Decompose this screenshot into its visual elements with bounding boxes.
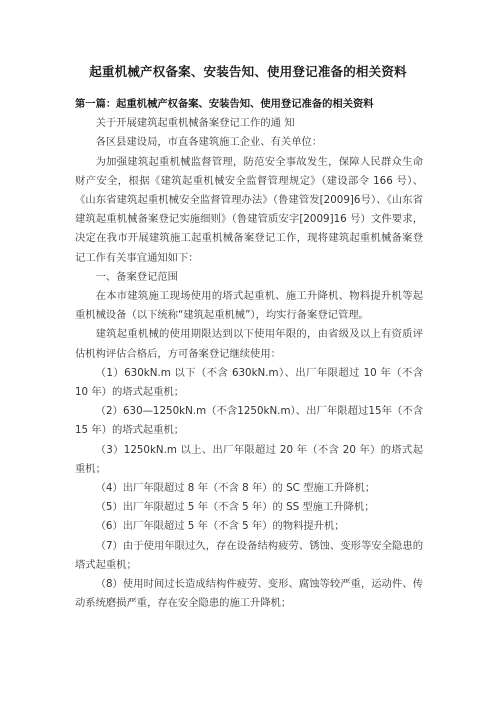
list-item: （5）出厂年限超过 5 年（不含 5 年）的 SS 型施工升降机；	[95, 501, 375, 514]
intro-paragraph: 为加强建筑起重机械监督管理，防范安全事故发生，保障人民群众生命财产安全，根据《建筑起重机械安全监督管理规定》（建设部令 166 号）、《山东省建筑起重机械安全监督管理办法》（鲁建管发[2009]6号）、《山东省建筑起重机械备案登记实施细则》（鲁建管质安字[2009]16 号）文件要求，决定在我市开展建筑施工起重机械备案登记工作，现将建筑起重机械备案登记工作有关事宜通知如下：	[75, 155, 423, 264]
list-item: （6）出厂年限超过 5 年（不含 5 年）的物料提升机；	[95, 520, 345, 533]
subheading-scope: 一、备案登记范围	[95, 270, 178, 283]
list-item: （2）630—1250kN.m（不含1250kN.m）、出厂年限超过15年（不含 15 年）的塔式起重机；	[75, 405, 423, 437]
section-heading: 第一篇：起重机械产权备案、安装告知、使用登记准备的相关资料	[75, 98, 374, 110]
list-item: （3）1250kN.m 以上、出厂年限超过 20 年（不含 20 年）的塔式起重机；	[75, 443, 423, 475]
document-body	[75, 95, 423, 613]
list-item: （8）使用时间过长造成结构件疲劳、变形、腐蚀等较严重，运动件、传动系统磨损严重，存在安全隐患的施工升降机；	[75, 578, 423, 610]
addressee: 各区县建设局，市直各建筑施工企业、有关单位：	[95, 136, 323, 149]
age-limit-paragraph: 建筑起重机械的使用期限达到以下使用年限的，由省级及以上有资质评估机构评估合格后，方可备案登记继续使用：	[75, 328, 423, 360]
list-item: （4）出厂年限超过 8 年（不含 8 年）的 SC 型施工升降机；	[95, 482, 376, 495]
document-title: 起重机械产权备案、安装告知、使用登记准备的相关资料	[89, 64, 407, 79]
notice-title: 关于开展建筑起重机械备案登记工作的通 知	[95, 117, 295, 130]
list-item: （1）630kN.m 以下（不含 630kN.m）、出厂年限超过 10 年（不含 10 年）的塔式起重机；	[75, 366, 423, 399]
list-item: （7）由于使用年限过久，存在设备结构疲劳、锈蚀、变形等安全隐患的塔式起重机；	[75, 539, 423, 571]
scope-paragraph: 在本市建筑施工现场使用的塔式起重机、施工升降机、物料提升机等起重机械设备（以下统称“建筑起重机械”），均实行备案登记管理。	[75, 290, 423, 322]
